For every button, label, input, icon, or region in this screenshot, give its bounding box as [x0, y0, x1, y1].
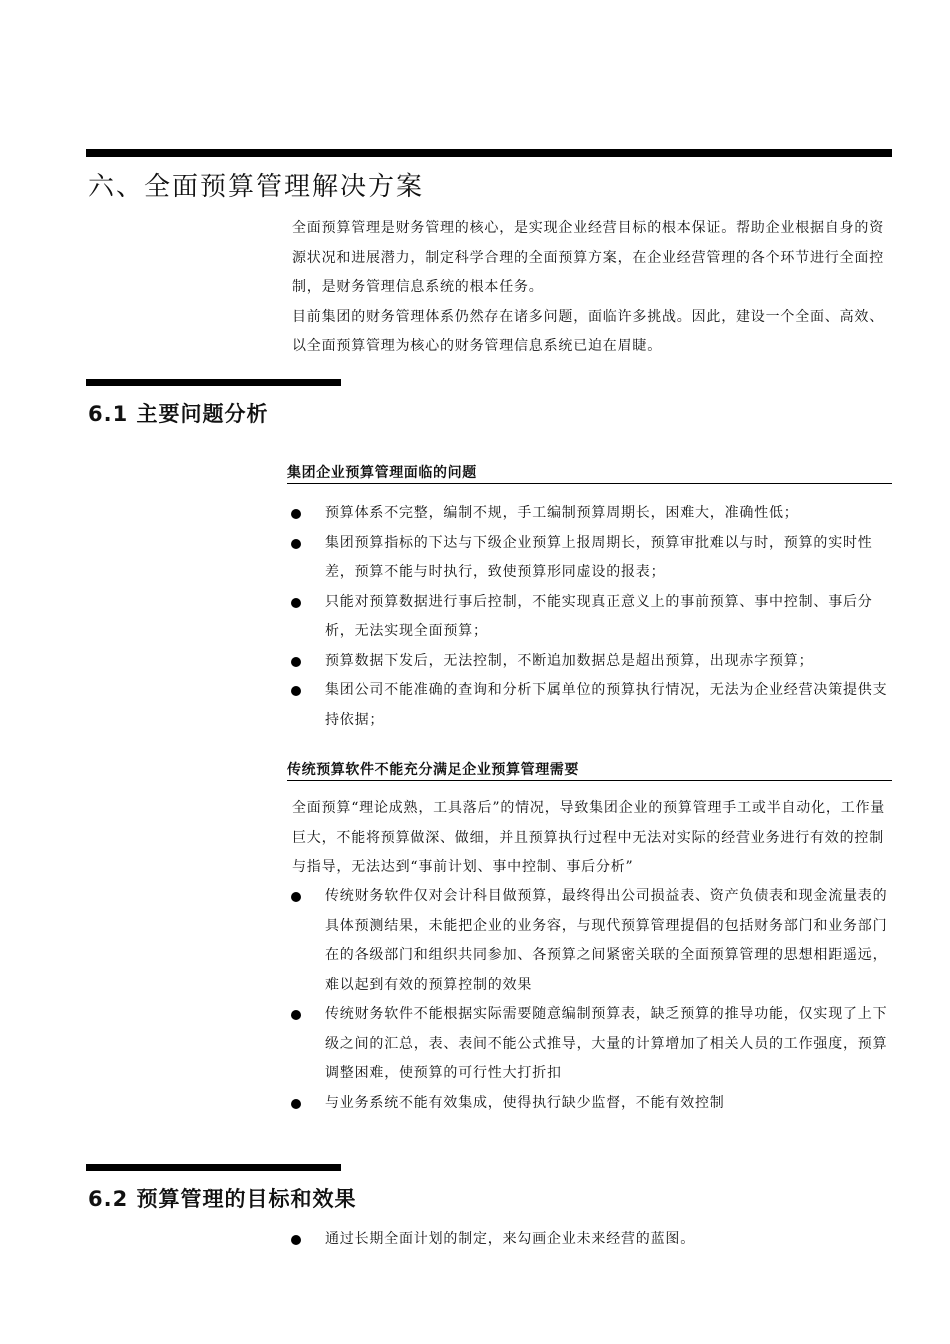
list-item: 通过长期全面计划的制定，来勾画企业未来经营的蓝图。 [287, 1225, 893, 1255]
list-item: 传统财务软件仅对会计科目做预算，最终得出公司损益表、资产负债表和现金流量表的具体预测结果，未能把企业的业务容，与现代预算管理提倡的包括财务部门和业务部门在的各级部门和组织共同参加、各预算之间紧密关联的全面预算管理的思想相距遥远，难以起到有效的预算控制的效果 [287, 882, 893, 1000]
list-item: 与业务系统不能有效集成，使得执行缺少监督，不能有效控制 [287, 1089, 893, 1119]
traditional-software-paragraph: 全面预算“理论成熟，工具落后”的情况，导致集团企业的预算管理手工或半自动化，工作量巨大，不能将预算做深、做细，并且预算执行过程中无法对实际的经营业务进行有效的控制与指导，无法达到“事前计划、事中控制、事后分析” [292, 800, 886, 875]
subheading-group-problems: 集团企业预算管理面临的问题 [287, 462, 892, 484]
section-6-2-title: 6.2 预算管理的目标和效果 [88, 1187, 357, 1211]
list-item: 集团公司不能准确的查询和分析下属单位的预算执行情况，无法为企业经营决策提供支持依据； [287, 676, 893, 735]
group-problems-list [287, 499, 893, 735]
subheading-traditional-software: 传统预算软件不能充分满足企业预算管理需要 [287, 759, 892, 781]
bullet-dot-icon [291, 539, 301, 549]
intro-paragraph-1: 全面预算管理是财务管理的核心，是实现企业经营目标的根本保证。帮助企业根据自身的资源状况和进展潜力，制定科学合理的全面预算方案，在企业经营管理的各个环节进行全面控制，是财务管理信息系统的根本任务。 [292, 220, 884, 295]
bullet-dot-icon [291, 1235, 301, 1245]
chapter-intro [292, 214, 894, 362]
bullet-dot-icon [291, 657, 301, 667]
chapter-top-rule [86, 149, 892, 157]
bullet-dot-icon [291, 598, 301, 608]
section-6-1-title: 6.1 主要问题分析 [88, 402, 269, 426]
bullet-dot-icon [291, 509, 301, 519]
list-item: 只能对预算数据进行事后控制，不能实现真正意义上的事前预算、事中控制、事后分析，无法实现全面预算； [287, 588, 893, 647]
traditional-software-list [287, 882, 893, 1118]
bullet-dot-icon [291, 1099, 301, 1109]
chapter-title: 六、全面预算管理解决方案 [88, 172, 425, 202]
bullet-dot-icon [291, 686, 301, 696]
list-item: 预算数据下发后，无法控制，不断追加数据总是超出预算，出现赤字预算； [287, 647, 893, 677]
section-6-2-rule [86, 1164, 341, 1171]
list-item: 传统财务软件不能根据实际需要随意编制预算表，缺乏预算的推导功能，仅实现了上下级之间的汇总，表、表间不能公式推导，大量的计算增加了相关人员的工作强度，预算调整困难，使预算的可行性大打折扣 [287, 1000, 893, 1089]
bullet-dot-icon [291, 1010, 301, 1020]
bullet-dot-icon [291, 892, 301, 902]
list-item: 集团预算指标的下达与下级企业预算上报周期长，预算审批难以与时，预算的实时性差，预算不能与时执行，致使预算形同虚设的报表； [287, 529, 893, 588]
intro-paragraph-2: 目前集团的财务管理体系仍然存在诸多问题，面临许多挑战。因此，建设一个全面、高效、以全面预算管理为核心的财务管理信息系统已迫在眉睫。 [292, 308, 884, 354]
section-6-1-rule [86, 379, 341, 386]
list-item: 预算体系不完整，编制不规，手工编制预算周期长，困难大，准确性低； [287, 499, 893, 529]
goals-list [287, 1225, 893, 1255]
